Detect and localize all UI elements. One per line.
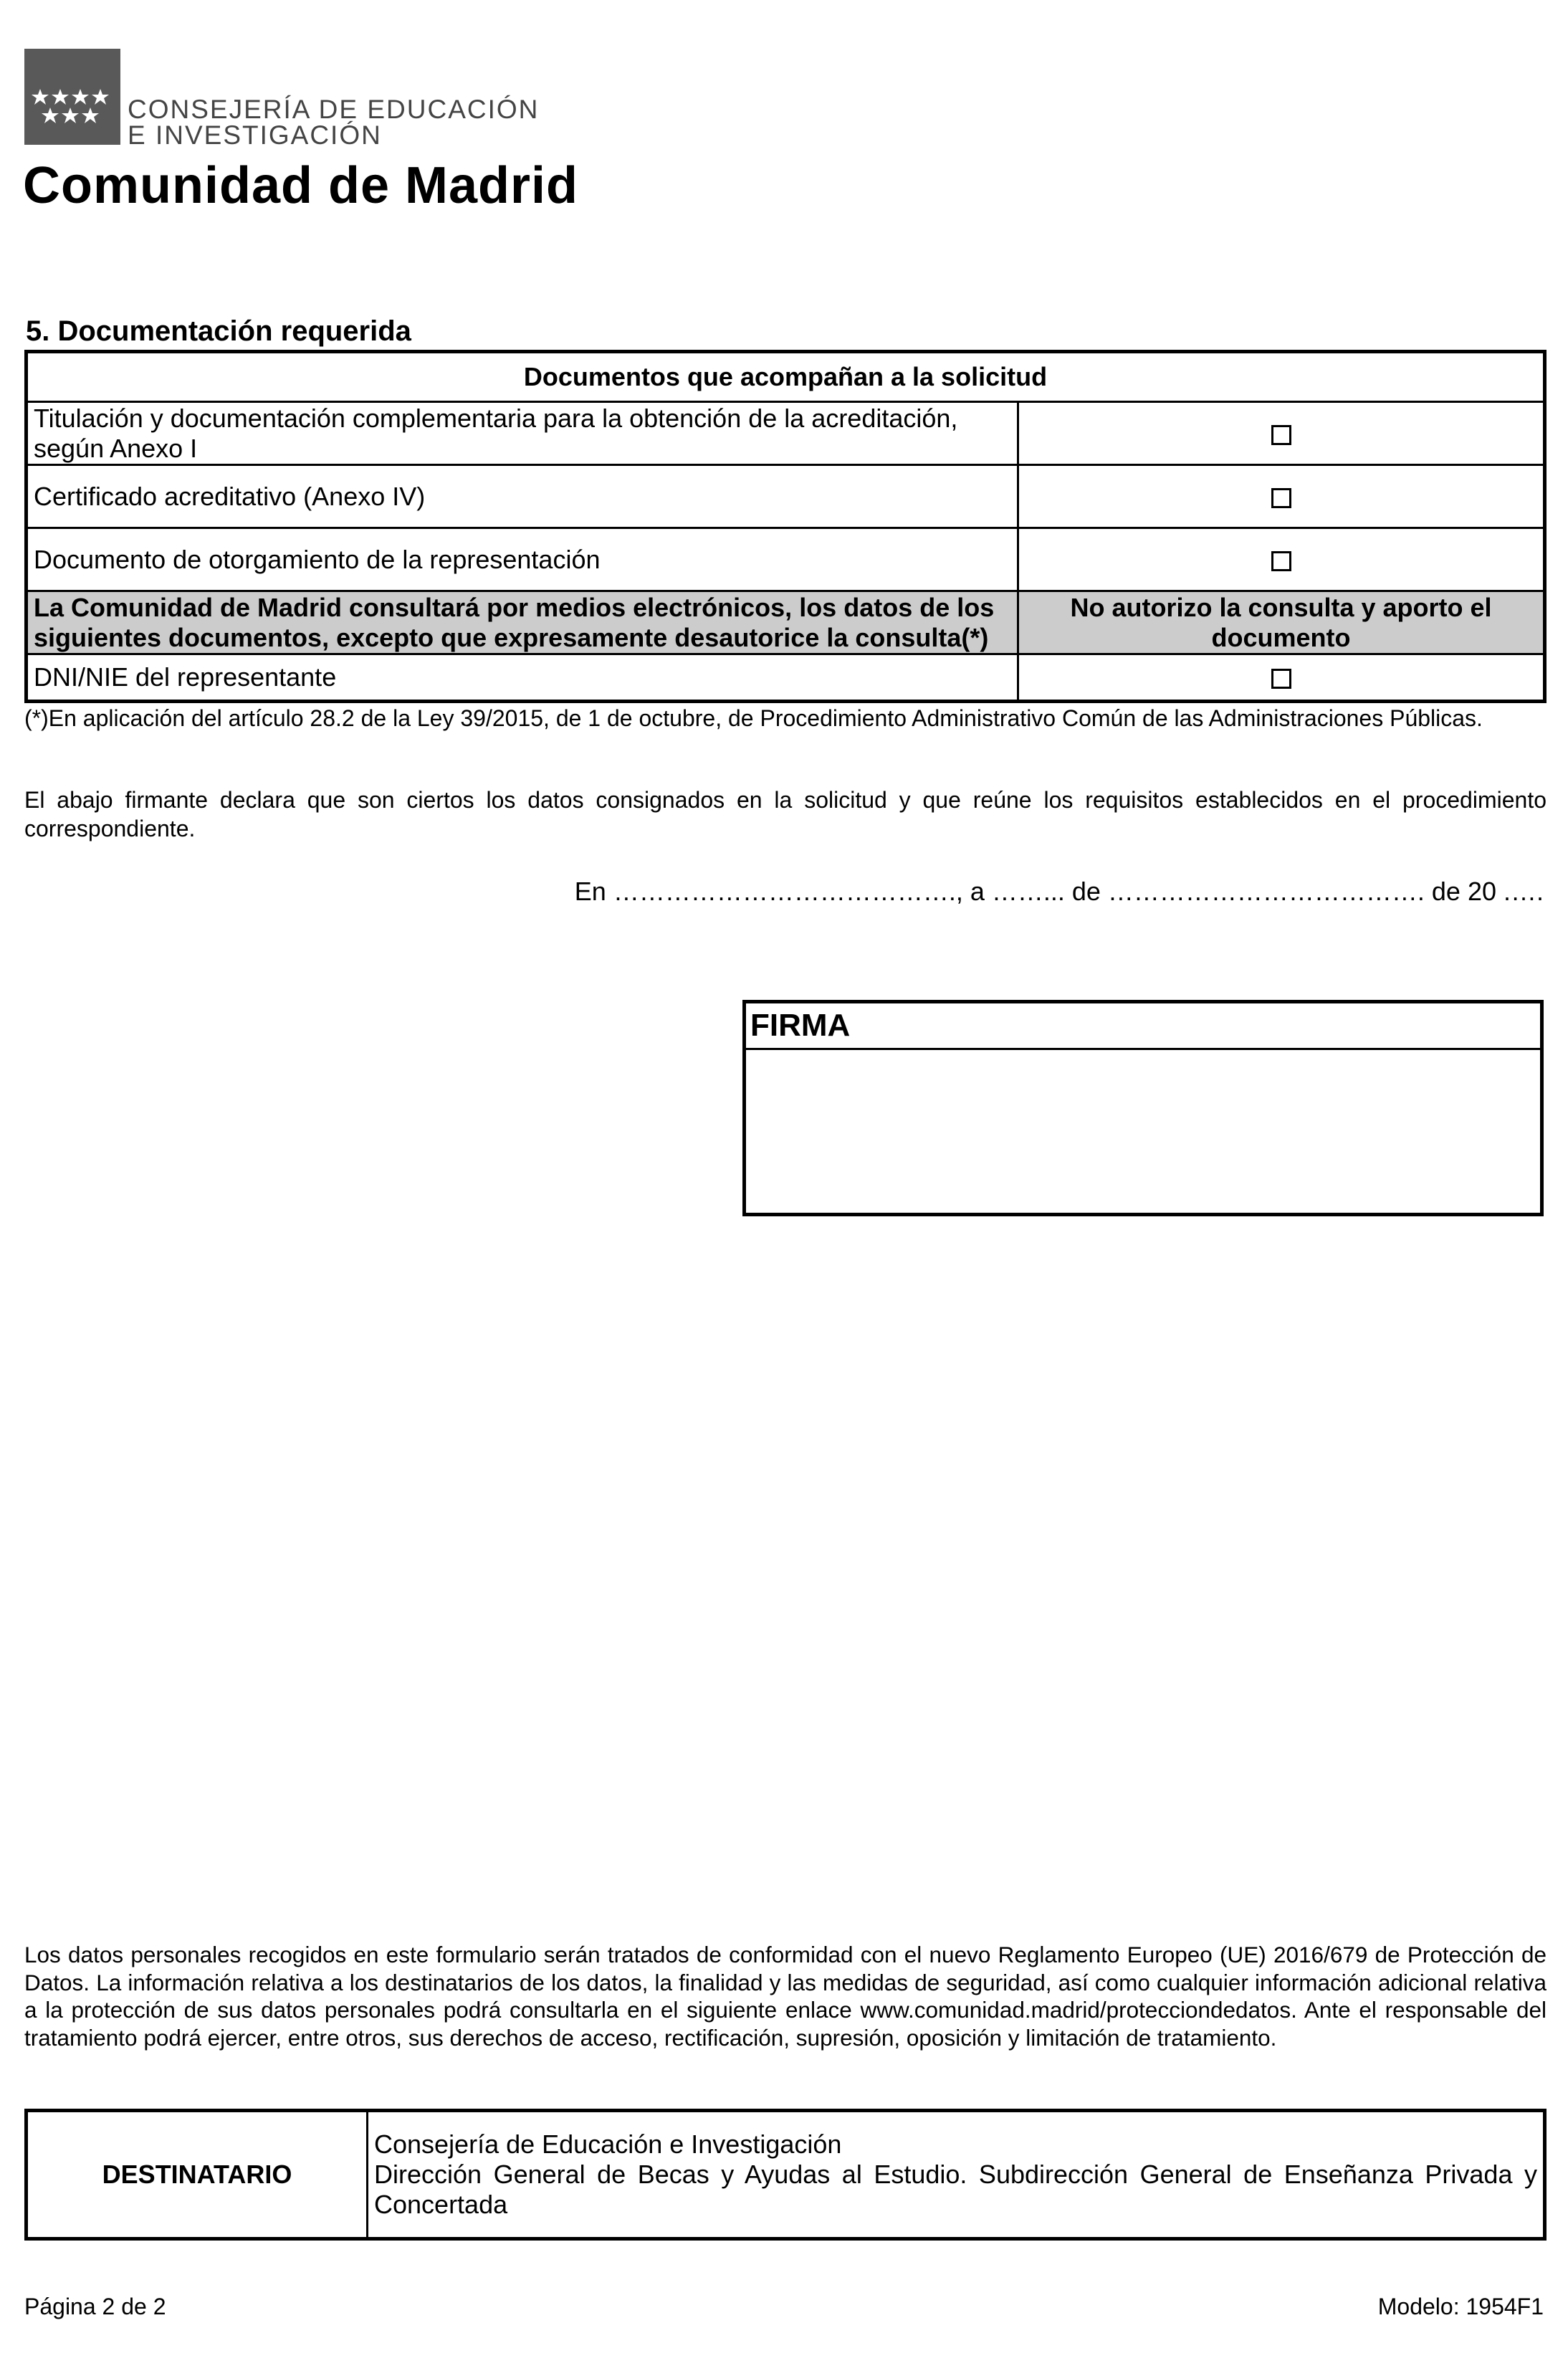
star-emblem-icon (24, 49, 120, 145)
recipient-line1: Consejería de Educación e Investigación (374, 2129, 842, 2159)
page-number: Página 2 de 2 (24, 2294, 166, 2319)
document-checkbox-cell (1018, 528, 1545, 591)
consult-column-header: No autorizo la consulta y aporto el documento (1018, 591, 1545, 654)
declaration-text: El abajo firmante declara que son ciertos los datos consignados en la solicitud y que reúne los requisitos establecidos en el procedimiento correspondiente. (24, 787, 1547, 841)
department-name-line1: CONSEJERÍA DE EDUCACIÓN (128, 95, 540, 124)
document-checkbox[interactable] (1271, 488, 1291, 508)
document-checkbox[interactable] (1271, 425, 1291, 445)
madrid-logo (24, 49, 120, 145)
document-checkbox-cell (1018, 465, 1545, 528)
privacy-notice: Los datos personales recogidos en este formulario serán tratados de conformidad con el nuevo Reglamento Europeo (UE) 2016/679 de Protección de Datos. La información relativa a los destinatarios de los datos, la finalidad y las medidas de seguridad, así como cualquier información adicional relativa a la protección de sus datos personales podrá consultarla en el siguiente enlace www.comunidad.madrid/protecciondedatos. Ante el responsable del tratamiento podrá ejercer, entre otros, sus derechos de acceso, rectificación, supresión, oposición y limitación de tratamiento. (24, 1942, 1547, 2051)
consult-notice: La Comunidad de Madrid consultará por medios electrónicos, los datos de los siguientes documentos, excepto que expresamente desautorice la consulta(*) (27, 591, 1018, 654)
documents-table-header: Documentos que acompañan a la solicitud (27, 352, 1545, 402)
document-label: DNI/NIE del representante (27, 654, 1018, 702)
legal-footnote: (*)En aplicación del artículo 28.2 de la Ley 39/2015, de 1 de octubre, de Procedimiento Administrativo Común de las Administraciones Públicas. (24, 705, 1483, 731)
table-row (27, 465, 1545, 528)
place-date-line[interactable]: En …………………………………., a ……... de ………………………………. de 20 .…. (574, 877, 1544, 906)
document-checkbox[interactable] (1271, 551, 1291, 571)
department-name-line2: E INVESTIGACIÓN (128, 120, 382, 150)
documents-table (24, 350, 1547, 703)
document-label: Titulación y documentación complementaria para la obtención de la acreditación, según Anexo I (27, 402, 1018, 465)
recipient-table (24, 2109, 1547, 2241)
signature-box[interactable] (742, 1000, 1544, 1216)
section-title: 5. Documentación requerida (26, 315, 411, 347)
model-code: Modelo: 1954F1 (1377, 2294, 1544, 2319)
recipient-label: DESTINATARIO (27, 2111, 368, 2239)
document-label: Certificado acreditativo (Anexo IV) (27, 465, 1018, 528)
table-row (27, 2111, 1545, 2239)
recipient-line2: Dirección General de Becas y Ayudas al Estudio. Subdirección General de Enseñanza Privada y Concertada (374, 2160, 1537, 2219)
table-row (27, 402, 1545, 465)
table-row (27, 654, 1545, 702)
document-label: Documento de otorgamiento de la representación (27, 528, 1018, 591)
document-checkbox-cell (1018, 654, 1545, 702)
no-autorizo-checkbox[interactable] (1271, 669, 1291, 689)
consult-notice-row (27, 591, 1545, 654)
document-checkbox-cell (1018, 402, 1545, 465)
signature-label: FIRMA (746, 1003, 1540, 1050)
organization-name: Comunidad de Madrid (23, 157, 578, 214)
table-row (27, 528, 1545, 591)
recipient-body (368, 2111, 1545, 2239)
